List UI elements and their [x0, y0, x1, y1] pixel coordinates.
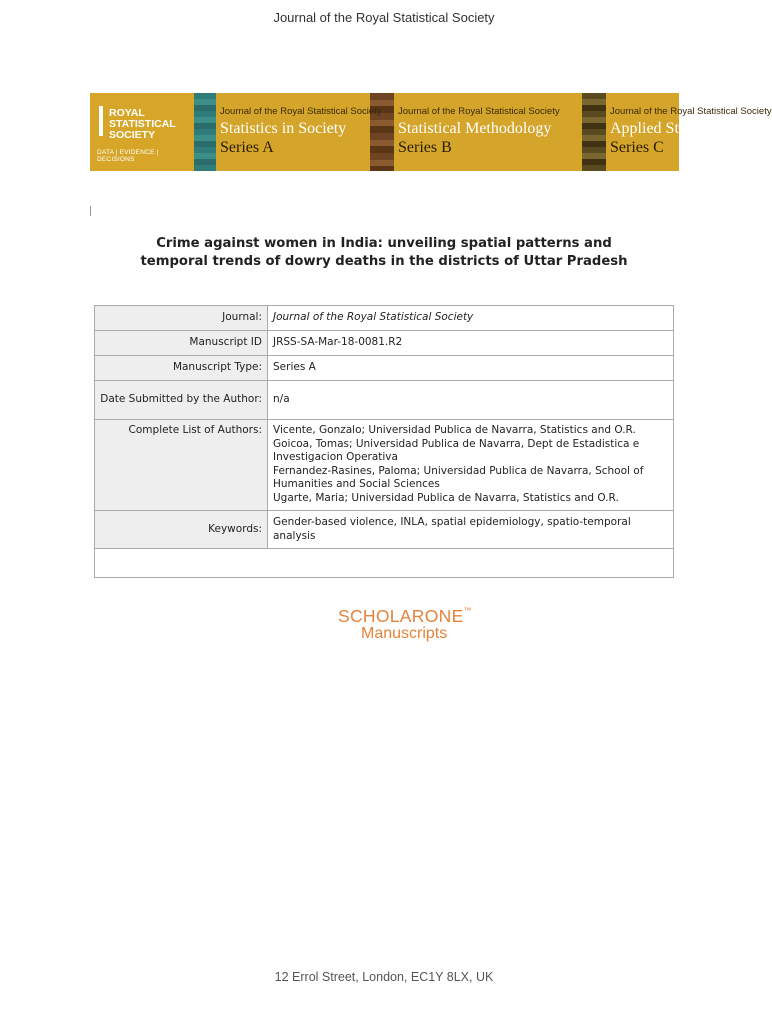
series-a-journal: Journal of the Royal Statistical Society	[220, 106, 382, 117]
text-cursor-mark	[90, 206, 91, 216]
date-submitted-label: Date Submitted by the Author:	[95, 381, 268, 420]
manuscript-id-label: Manuscript ID	[95, 331, 268, 356]
series-b-cover-image	[370, 93, 394, 171]
series-b-label: Series B	[398, 139, 452, 156]
series-a-panel	[216, 93, 382, 171]
scholarone-one: ONE	[424, 606, 464, 626]
series-a-label: Series A	[220, 139, 274, 156]
journal-label: Journal:	[95, 306, 268, 331]
manuscript-title: Crime against women in India: unveiling spatial patterns and temporal trends of dowry deaths in the districts of Uttar Pradesh	[140, 236, 628, 269]
manuscript-details-table	[94, 305, 674, 578]
manuscript-id-value: JRSS-SA-Mar-18-0081.R2	[268, 331, 674, 356]
manuscript-type-value: Series A	[268, 356, 674, 381]
journal-value: Journal of the Royal Statistical Society	[268, 306, 674, 331]
rss-logo-tagline: DATA | EVIDENCE | DECISIONS	[97, 149, 159, 163]
author-entry: Fernandez-Rasines, Paloma; Universidad Publica de Navarra, School of Humanities and Social Sciences	[273, 464, 644, 490]
scholarone-logo	[338, 606, 472, 643]
table-row	[95, 331, 674, 356]
author-entry: Goicoa, Tomas; Universidad Publica de Navarra, Dept de Estadistica e Investigacion Operativa	[273, 437, 640, 463]
rss-journal-banner	[90, 93, 772, 171]
series-c-panel	[606, 93, 772, 171]
authors-list	[268, 420, 674, 511]
keywords-value: Gender-based violence, INLA, spatial epidemiology, spatio-temporal analysis	[268, 511, 674, 549]
series-a-name: Statistics in Society	[220, 120, 347, 137]
empty-row	[95, 549, 674, 578]
series-b-name: Statistical Methodology	[398, 120, 552, 137]
scholarone-wordmark	[338, 606, 472, 627]
author-entry: Ugarte, Maria; Universidad Publica de Navarra, Statistics and O.R.	[273, 491, 619, 504]
scholarone-scholar: SCHOLAR	[338, 606, 425, 626]
series-b-journal: Journal of the Royal Statistical Society	[398, 106, 560, 117]
rss-logo	[90, 93, 194, 171]
series-b-panel	[394, 93, 582, 171]
author-entry: Vicente, Gonzalo; Universidad Publica de Navarra, Statistics and O.R.	[273, 424, 636, 436]
rss-logo-text: ROYAL STATISTICAL SOCIETY	[109, 107, 176, 141]
keywords-label: Keywords:	[95, 511, 268, 549]
table-row	[95, 381, 674, 420]
series-c-journal: Journal of the Royal Statistical Society	[610, 106, 772, 117]
table-row	[95, 306, 674, 331]
date-submitted-value: n/a	[268, 381, 674, 420]
scholarone-tm: ™	[463, 606, 472, 615]
scholarone-manuscripts: Manuscripts	[361, 625, 448, 642]
series-c-name: Applied Statistics	[610, 120, 724, 137]
table-row	[95, 420, 674, 511]
rss-logo-bar-icon	[99, 106, 103, 136]
table-row	[95, 549, 674, 578]
table-row	[95, 356, 674, 381]
table-row	[95, 511, 674, 549]
authors-label: Complete List of Authors:	[95, 420, 268, 511]
series-c-label: Series C	[610, 139, 664, 156]
series-c-cover-image	[582, 93, 606, 171]
footer-address: 12 Errol Street, London, EC1Y 8LX, UK	[274, 970, 494, 984]
journal-header: Journal of the Royal Statistical Society	[273, 10, 495, 25]
series-a-cover-image	[194, 93, 216, 171]
manuscript-type-label: Manuscript Type:	[95, 356, 268, 381]
